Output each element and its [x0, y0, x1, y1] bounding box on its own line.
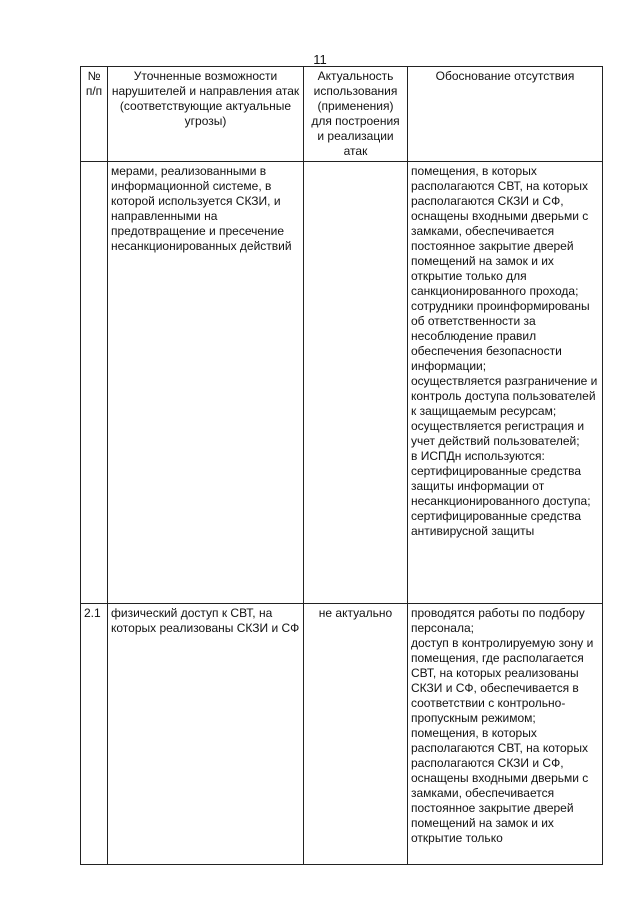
row-capability: мерами, реализованными в информационной системе, в которой используется СКЗИ, и направленными на предотвращение и пресечение несанкционированных действий [108, 162, 304, 604]
row-justification: помещения, в которых располагаются СВТ, на которых располагаются СКЗИ и СФ, оснащены входными дверьми с замками, обеспечивается постоянное закрытие дверей помещений на замок и их открытие только для санкционированного прохода; сотрудники проинформированы об ответственности за несоблюдение правил обеспечения безопасности информации; осуществляется разграничение и контроль доступа пользователей к защищаемым ресурсам; осуществляется регистрация и учет действий пользователей; в ИСПДн используются: сертифицированные средства защиты информации от несанкционированного доступа; сертифицированные средства антивирусной защиты [408, 162, 603, 604]
threat-table [80, 66, 603, 865]
header-justification: Обоснование отсутствия [408, 67, 603, 162]
row-relevance: не актуально [304, 604, 408, 865]
row-relevance [304, 162, 408, 604]
table-row [81, 604, 603, 865]
row-number: 2.1 [81, 604, 108, 865]
page-number: 11 [313, 52, 327, 67]
table-row [81, 162, 603, 604]
row-capability: физический доступ к СВТ, на которых реализованы СКЗИ и СФ [108, 604, 304, 865]
header-number: № п/п [81, 67, 108, 162]
row-justification: проводятся работы по подбору персонала; доступ в контролируемую зону и помещения, где располагается СВТ, на которых реализованы СКЗИ и СФ, обеспечивается в соответствии с контрольно-пропускным режимом; помещения, в которых располагаются СВТ, на которых располагаются СКЗИ и СФ, оснащены входными дверьми с замками, обеспечивается постоянное закрытие дверей помещений на замок и их открытие только [408, 604, 603, 865]
header-relevance: Актуальность использования (применения) для построения и реализации атак [304, 67, 408, 162]
row-number [81, 162, 108, 604]
header-capabilities: Уточненные возможности нарушителей и направления атак (соответствующие актуальные угрозы) [108, 67, 304, 162]
table-header-row [81, 67, 603, 162]
